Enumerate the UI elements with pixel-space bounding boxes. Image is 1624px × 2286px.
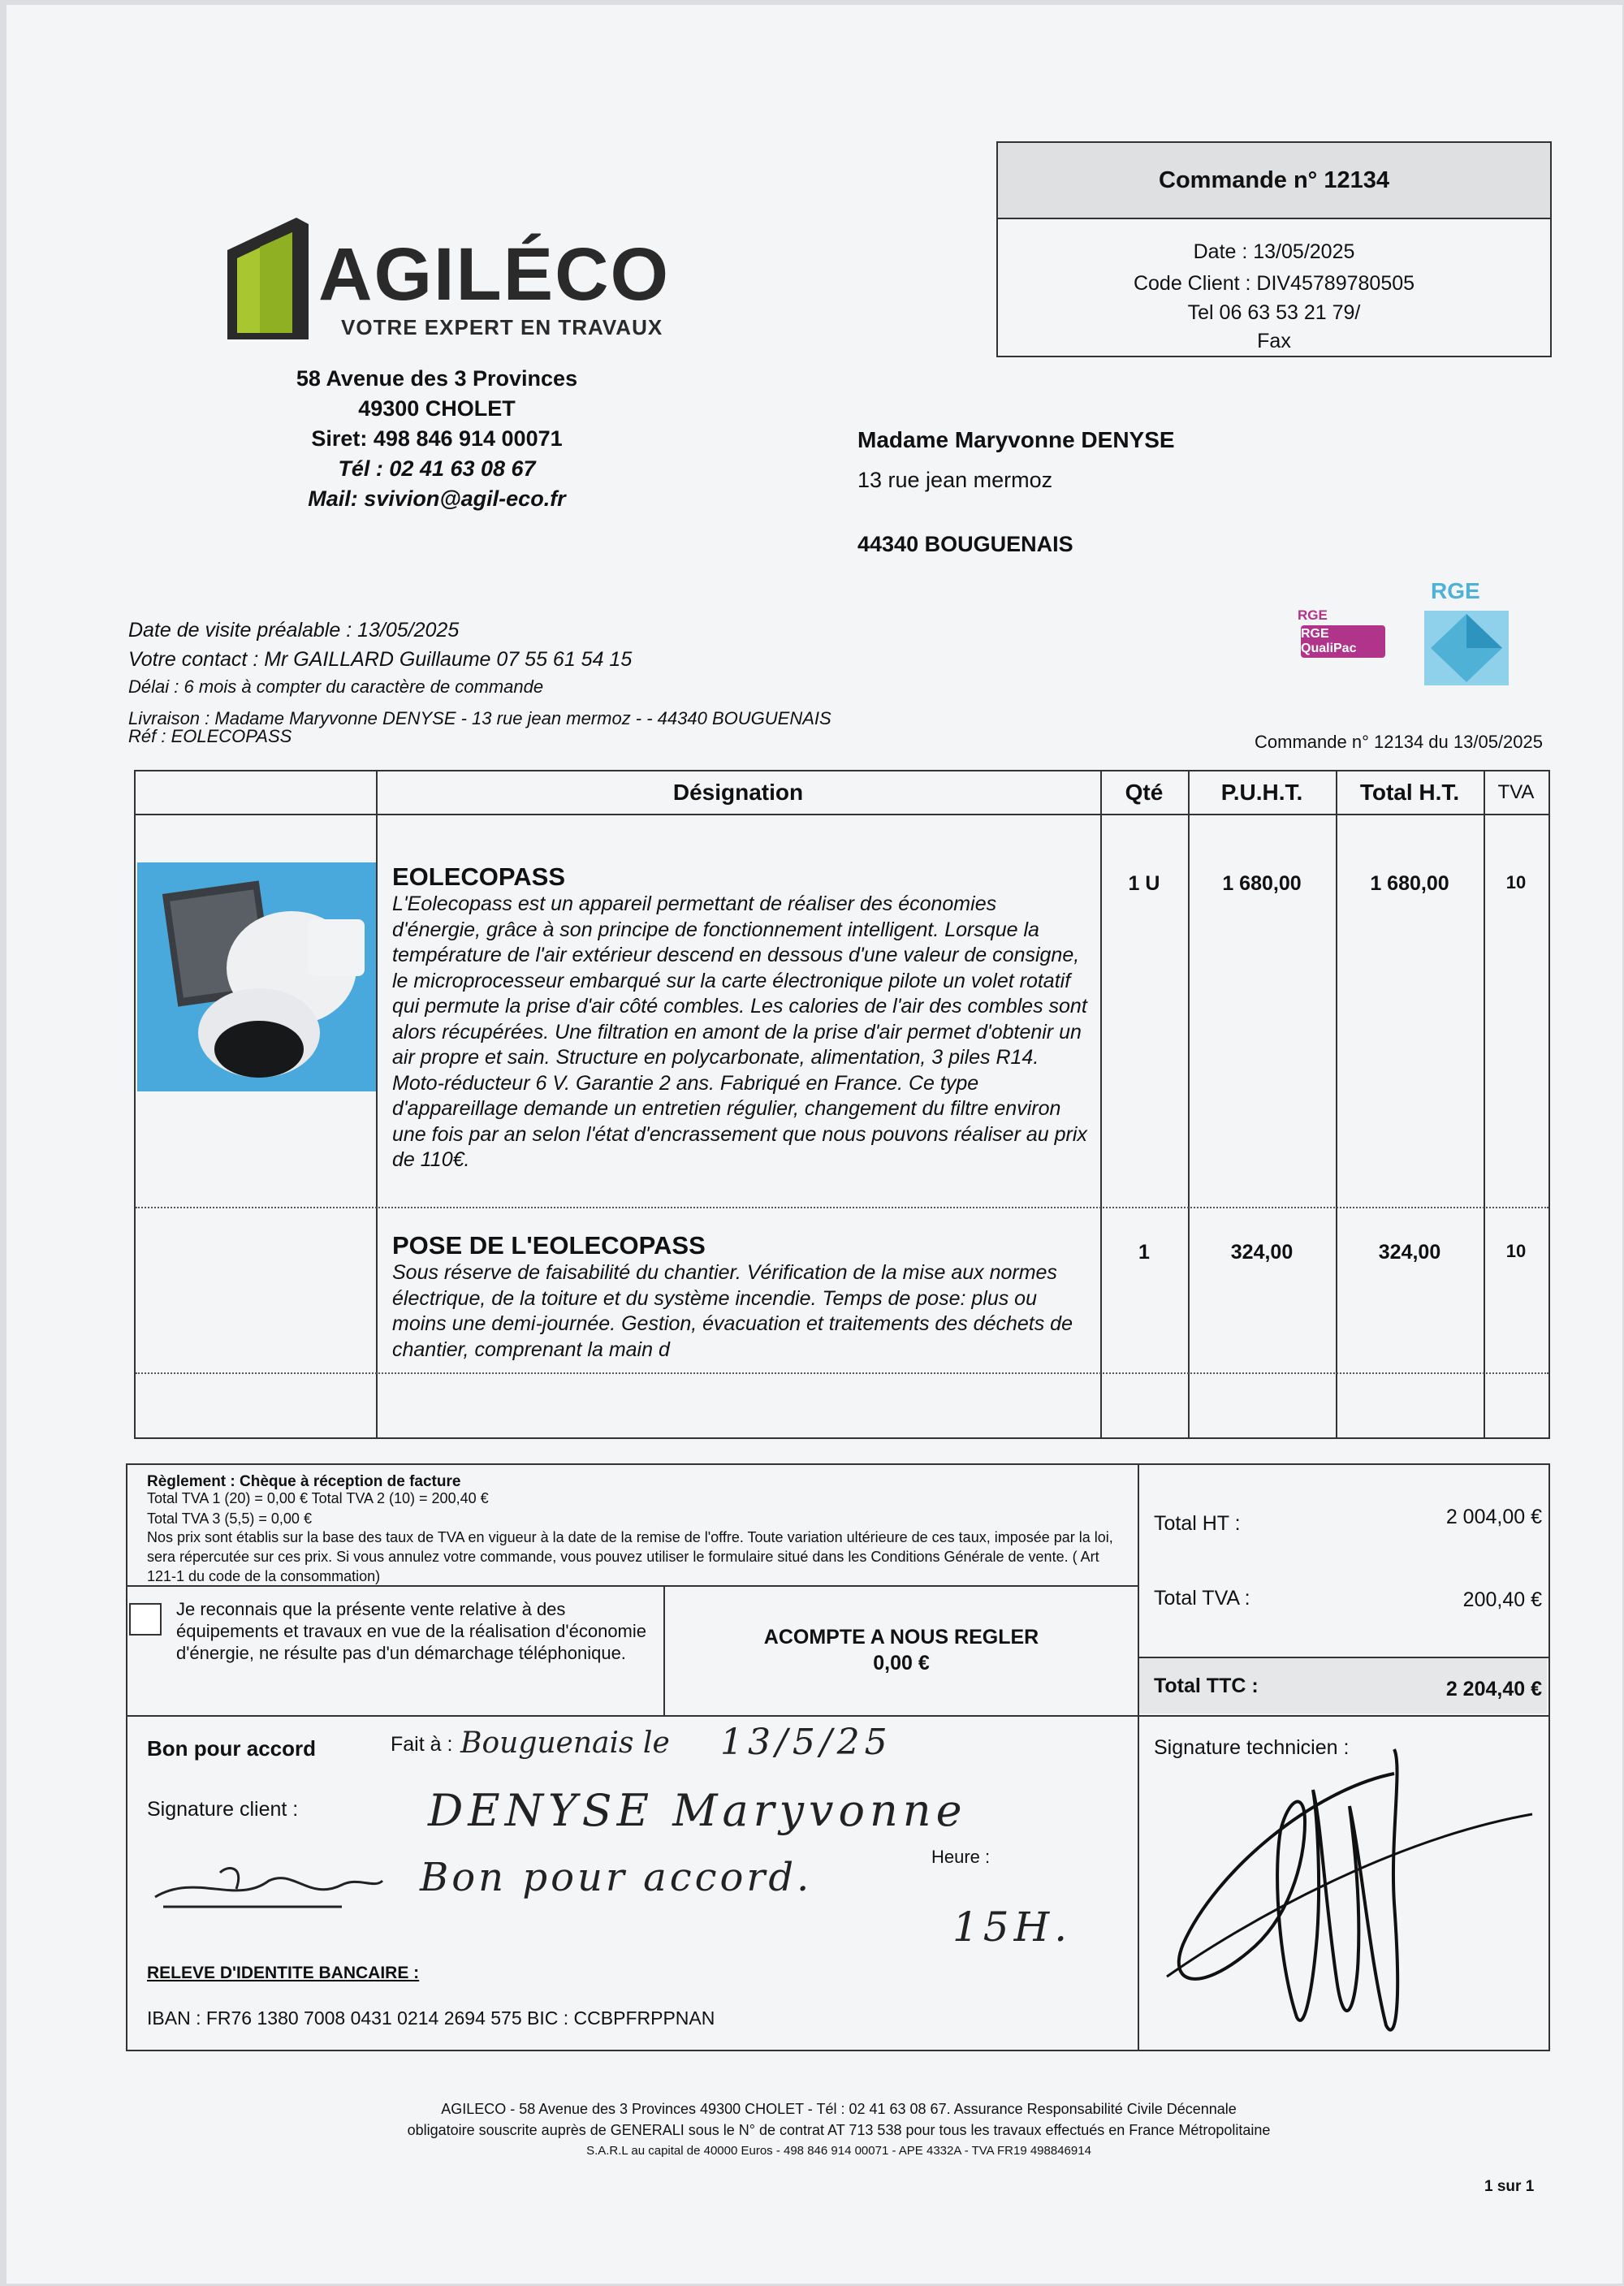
fait-a-label: Fait à : [391, 1733, 453, 1756]
total-ttc-value: 2 204,40 € [1445, 1678, 1542, 1700]
logo-wordmark: AGILÉCO [318, 233, 671, 316]
header-qty: Qté [1125, 780, 1164, 805]
total-ht-value: 2 004,00 € [1445, 1506, 1542, 1528]
client-street: 13 rue jean mermoz [857, 468, 1053, 492]
header-designation: Désignation [672, 780, 804, 805]
signature-client-label: Signature client : [147, 1798, 299, 1821]
company-tel: Tél : 02 41 63 08 67 [338, 456, 536, 481]
tva-breakdown-2: Total TVA 3 (5,5) = 0,00 € [147, 1510, 312, 1527]
item-title: EOLECOPASS [392, 862, 566, 891]
handwritten-place: Bouguenais le [460, 1726, 670, 1760]
deposit-box [665, 1624, 1138, 1676]
item-total: 1 680,00 [1370, 872, 1449, 895]
items-table [134, 770, 1550, 1439]
visit-contact: Votre contact : Mr GAILLARD Guillaume 07 55 61 54 15 [128, 648, 633, 671]
item-total: 324,00 [1378, 1241, 1441, 1264]
no-phone-solicitation-checkbox[interactable] [129, 1603, 162, 1636]
deposit-label: ACOMPTE A NOUS REGLER [763, 1626, 1039, 1649]
client-fax: Fax [1257, 330, 1291, 352]
vat-note: Nos prix sont établis sur la base des taux de TVA en vigueur à la date de la remise de l'offre. Toute variation ultérieure de ces taux, imposée par la loi, sera répercutée sur ces prix. Si vous annulez votre commande, vous pouvez utiliser le formulaire situé dans les Conditions Générale de vente. ( Art 121-1 du code de la consommation) [147, 1529, 1113, 1584]
company-logo [219, 218, 674, 348]
company-address-line2: 49300 CHOLET [358, 396, 516, 421]
signature-technicien-label: Signature technicien : [1154, 1736, 1350, 1759]
item-qty: 1 [1138, 1241, 1150, 1264]
header-total: Total H.T. [1359, 780, 1460, 805]
handwritten-date: 13/5/25 [720, 1722, 892, 1763]
item-tva: 10 [1505, 1241, 1527, 1261]
client-tel: Tel 06 63 53 21 79/ [1187, 301, 1361, 324]
logo-tagline: VOTRE EXPERT EN TRAVAUX [341, 315, 663, 339]
qualipac-label: RGE QualiPac [1301, 625, 1385, 658]
qualibat-logo-icon [1421, 607, 1512, 689]
item-qty: 1 U [1128, 872, 1160, 895]
client-city: 44340 BOUGUENAIS [857, 532, 1073, 556]
client-code: Code Client : DIV45789780505 [1133, 272, 1415, 295]
footer-line3: S.A.R.L au capital de 40000 Euros - 498 846 914 00071 - APE 4332A - TVA FR19 498846914 [586, 2144, 1091, 2158]
tva-breakdown-1: Total TVA 1 (20) = 0,00 € Total TVA 2 (10) = 200,40 € [147, 1490, 489, 1506]
payment-terms [147, 1473, 1129, 1586]
footer [128, 2098, 1549, 2162]
handwritten-client-name: DENYSE Maryvonne [428, 1785, 967, 1836]
technician-signature-icon [1151, 1741, 1540, 2042]
client-address [857, 427, 1426, 557]
payment-method: Règlement : Chèque à réception de facture [147, 1473, 461, 1490]
visit-delay: Délai : 6 mois à compter du caractère de commande [128, 676, 544, 697]
client-name: Madame Maryvonne DENYSE [857, 427, 1175, 452]
rge-qualipac-badge: RGE RGE QualiPac [1298, 607, 1389, 661]
checkbox-label: Je reconnais que la présente vente relative à des équipements et travaux en vue de la réalisation d'économie d'énergie, ne résulte pas d'un démarchage téléphonique. [176, 1599, 647, 1663]
visit-delivery: Livraison : Madame Maryvonne DENYSE - 13 rue jean mermoz - - 44340 BOUGUENAIS [128, 708, 831, 728]
header-unit-price: P.U.H.T. [1220, 780, 1303, 805]
rib-title: RELEVE D'IDENTITE BANCAIRE : [147, 1964, 420, 1982]
company-address-line1: 58 Avenue des 3 Provinces [296, 366, 578, 391]
order-date: Date : 13/05/2025 [1193, 240, 1355, 263]
item-description: Sous réserve de faisabilité du chantier. Vérification de la mise aux normes électrique, de la toiture et du système incendie. Temps de pose: plus ou moins une demi-journée. Gestion, évacuation et traitements des déchets de chantier, comprenant la main d [392, 1261, 1073, 1361]
page-number: 1 sur 1 [1484, 2178, 1535, 2195]
handwritten-time: 15H. [952, 1904, 1073, 1951]
document-page [6, 5, 1622, 2284]
company-mail: Mail: svivion@agil-eco.fr [308, 486, 566, 511]
item-description: L'Eolecopass est un appareil permettant de réaliser des économies d'énergie, grâce à son principe de fonctionnement intelligent. Lorsque la température de l'air extérieur descend en dessous d'une valeur de consigne, le microprocesseur embarqué sur la carte électronique pilote un volet rotatif qui permute la prise d'air côté combles. Les calories de l'air des combles sont alors récupérées. Une filtration en amont de la prise d'air permet d'obtenir un air propre et sain. Structure en polycarbonate, alimentation, 3 piles R14. Moto-réducteur 6 V. Garantie 2 ans. Fabriqué en France. Ce type d'appareillage demande un entretien régulier, changement du filtre environ une fois par an selon l'état d'encrassement que nous pouvons réaliser au prix de 110€. [392, 892, 1087, 1171]
product-image [137, 862, 376, 1091]
bon-pour-accord-label: Bon pour accord [147, 1736, 317, 1761]
item-title: POSE DE L'EOLECOPASS [392, 1231, 706, 1260]
table-row [392, 862, 1091, 1173]
total-ttc-label: Total TTC : [1154, 1675, 1259, 1697]
footer-line1: AGILECO - 58 Avenue des 3 Provinces 49300 CHOLET - Tél : 02 41 63 08 67. Assurance Responsabilité Civile Décennale [441, 2101, 1237, 2117]
company-address [209, 364, 664, 514]
order-reference: Commande n° 12134 du 13/05/2025 [1255, 732, 1543, 752]
payment-section [126, 1463, 1550, 2051]
rge-qualibat-badge: RGE [1421, 578, 1512, 689]
eolecopass-product-icon [137, 862, 376, 1091]
total-tva-label: Total TVA : [1154, 1587, 1250, 1610]
total-tva-value: 200,40 € [1462, 1588, 1542, 1611]
heure-label: Heure : [931, 1847, 991, 1867]
header-tva: TVA [1497, 781, 1535, 803]
iban: IBAN : FR76 1380 7008 0431 0214 2694 575 BIC : CCBPFRPPNAN [147, 2007, 715, 2029]
visit-info [128, 616, 1021, 745]
deposit-value: 0,00 € [873, 1652, 930, 1675]
order-info-box [996, 141, 1552, 357]
handwritten-bon-pour-accord: Bon pour accord. [420, 1855, 813, 1900]
client-signature-icon [147, 1856, 391, 1921]
house-logo-icon [219, 218, 317, 339]
company-siret: Siret: 498 846 914 00071 [311, 426, 563, 451]
item-unit-price: 324,00 [1230, 1241, 1294, 1264]
item-unit-price: 1 680,00 [1222, 872, 1302, 895]
item-tva: 10 [1505, 872, 1527, 892]
total-ht-label: Total HT : [1154, 1512, 1241, 1535]
visit-date: Date de visite préalable : 13/05/2025 [128, 619, 460, 642]
footer-line2: obligatoire souscrite auprès de GENERALI sous le N° de contrat AT 713 538 pour tous les travaux effectués en France Métropolitaine [407, 2122, 1271, 2138]
visit-ref: Réf : EOLECOPASS [128, 726, 292, 746]
table-row [392, 1231, 1091, 1363]
order-number-title: Commande n° 12134 [998, 143, 1550, 219]
